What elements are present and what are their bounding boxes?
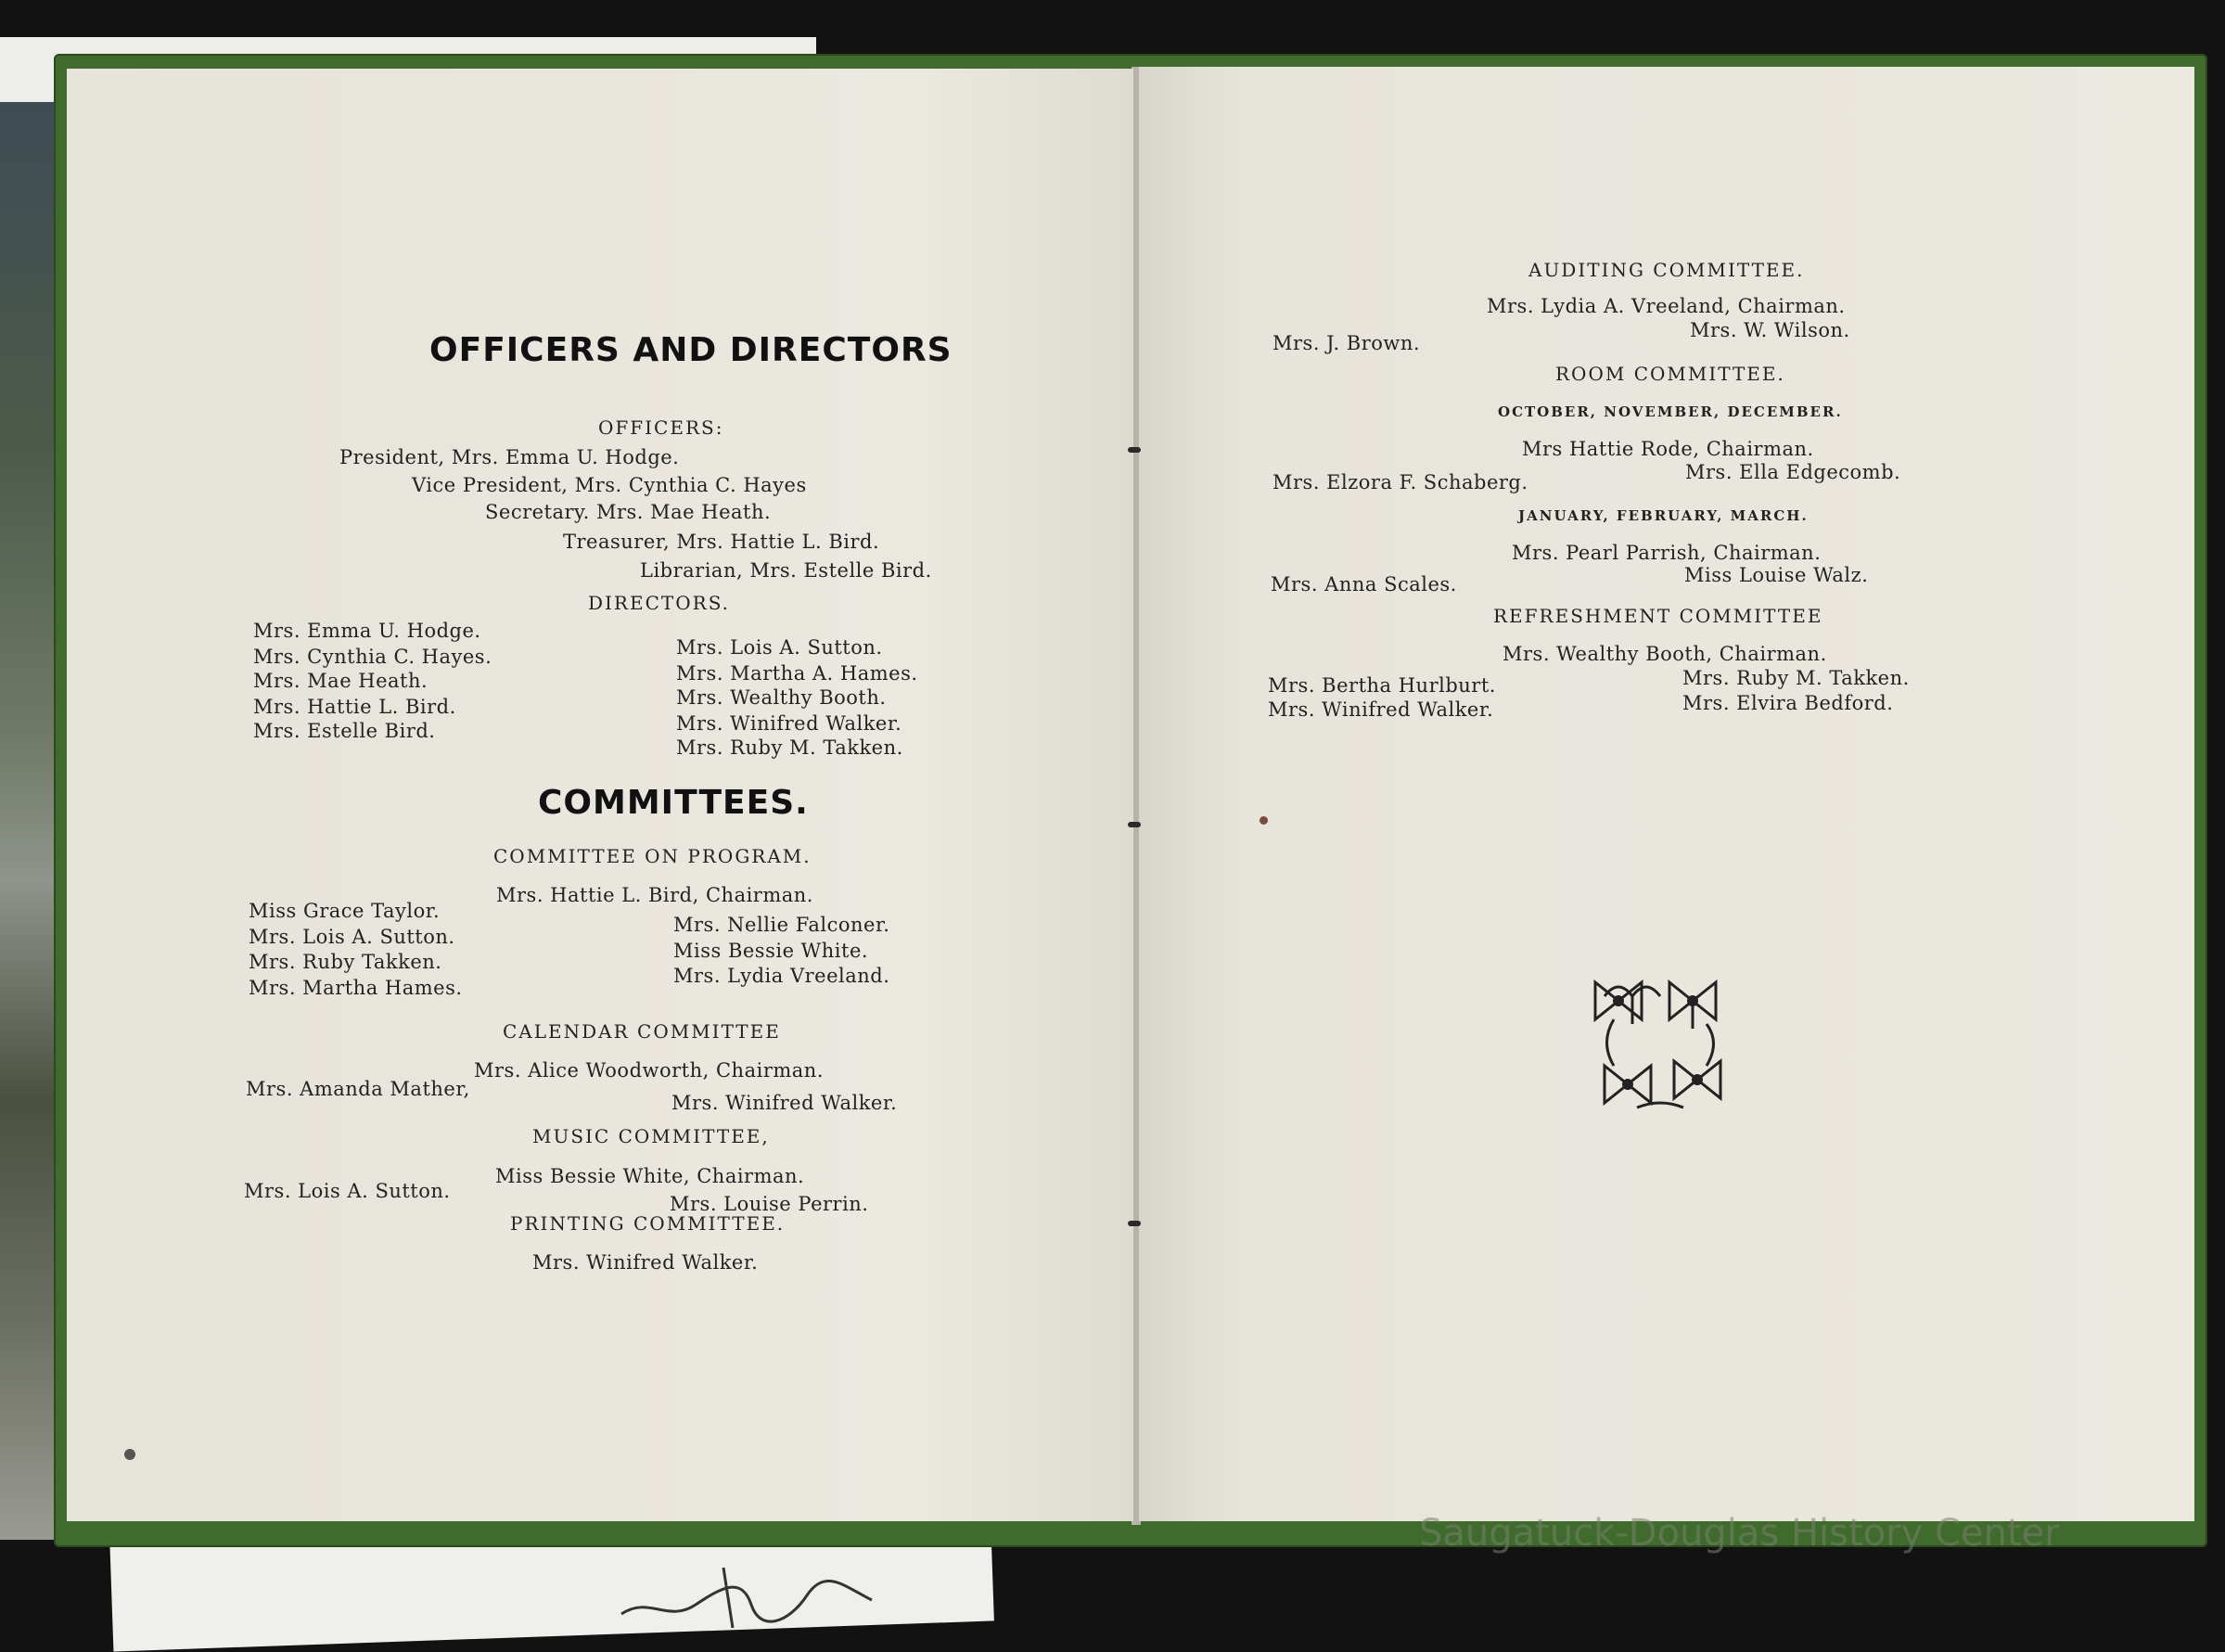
directors-heading: DIRECTORS. — [588, 592, 731, 614]
room-period-2-right: Miss Louise Walz. — [1684, 564, 1869, 586]
director-left-3: Mrs. Mae Heath. — [253, 670, 428, 692]
printing-member: Mrs. Winifred Walker. — [532, 1251, 759, 1274]
director-left-4: Mrs. Hattie L. Bird. — [253, 696, 456, 718]
watermark: Saugatuck-Douglas History Center — [1419, 1512, 2060, 1555]
program-right-1: Mrs. Nellie Falconer. — [673, 914, 890, 936]
officers-directors-title: OFFICERS AND DIRECTORS — [429, 331, 953, 369]
room-period-2-chairman: Mrs. Pearl Parrish, Chairman. — [1512, 542, 1822, 564]
calendar-left: Mrs. Amanda Mather, — [246, 1078, 470, 1100]
program-committee-heading: COMMITTEE ON PROGRAM. — [493, 845, 812, 867]
auditing-committee-heading: AUDITING COMMITTEE. — [1528, 259, 1805, 281]
program-left-2: Mrs. Lois A. Sutton. — [249, 926, 455, 948]
music-left: Mrs. Lois A. Sutton. — [244, 1180, 451, 1202]
room-period-1-right: Mrs. Ella Edgecomb. — [1685, 461, 1901, 483]
music-committee-heading: MUSIC COMMITTEE, — [532, 1125, 770, 1147]
auditing-left: Mrs. J. Brown. — [1272, 332, 1421, 354]
binding-stitch — [1128, 1221, 1141, 1226]
paper-speck — [124, 1449, 135, 1460]
director-left-2: Mrs. Cynthia C. Hayes. — [253, 646, 492, 668]
director-left-1: Mrs. Emma U. Hodge. — [253, 620, 481, 642]
calendar-right: Mrs. Winifred Walker. — [671, 1092, 898, 1114]
refreshment-committee-heading: REFRESHMENT COMMITTEE — [1493, 605, 1823, 627]
music-chairman: Miss Bessie White, Chairman. — [495, 1165, 805, 1187]
program-left-3: Mrs. Ruby Takken. — [249, 951, 442, 973]
room-period-1-chairman: Mrs Hattie Rode, Chairman. — [1522, 438, 1814, 460]
room-period-2: JANUARY, FEBRUARY, MARCH. — [1518, 507, 1809, 524]
calendar-committee-heading: CALENDAR COMMITTEE — [503, 1020, 781, 1043]
handwritten-signature — [612, 1549, 890, 1633]
refreshment-right-1: Mrs. Ruby M. Takken. — [1682, 667, 1910, 689]
director-right-3: Mrs. Wealthy Booth. — [676, 686, 887, 709]
music-right: Mrs. Louise Perrin. — [670, 1193, 869, 1215]
officer-vice-president: Vice President, Mrs. Cynthia C. Hayes — [412, 474, 807, 496]
program-right-2: Miss Bessie White. — [673, 940, 869, 962]
director-left-5: Mrs. Estelle Bird. — [253, 720, 436, 742]
right-page — [1139, 67, 2194, 1521]
calendar-chairman: Mrs. Alice Woodworth, Chairman. — [474, 1059, 824, 1082]
printing-committee-heading: PRINTING COMMITTEE. — [510, 1212, 786, 1235]
room-committee-heading: ROOM COMMITTEE. — [1555, 363, 1785, 385]
director-right-4: Mrs. Winifred Walker. — [676, 712, 902, 735]
refreshment-chairman: Mrs. Wealthy Booth, Chairman. — [1503, 643, 1827, 665]
floral-bow-ornament-icon — [1586, 968, 1734, 1117]
committees-title: COMMITTEES. — [538, 784, 809, 822]
room-period-2-left: Mrs. Anna Scales. — [1271, 573, 1457, 595]
program-left-4: Mrs. Martha Hames. — [249, 977, 463, 999]
binding-stitch — [1128, 447, 1141, 453]
director-right-1: Mrs. Lois A. Sutton. — [676, 636, 883, 659]
program-chairman: Mrs. Hattie L. Bird, Chairman. — [496, 884, 813, 906]
room-period-1-left: Mrs. Elzora F. Schaberg. — [1272, 471, 1528, 493]
binding-stitch — [1128, 822, 1141, 827]
director-right-5: Mrs. Ruby M. Takken. — [676, 736, 903, 759]
officers-heading: OFFICERS: — [598, 416, 724, 439]
program-right-3: Mrs. Lydia Vreeland. — [673, 965, 890, 987]
refreshment-right-2: Mrs. Elvira Bedford. — [1682, 692, 1894, 714]
auditing-chairman: Mrs. Lydia A. Vreeland, Chairman. — [1487, 295, 1846, 317]
officer-president: President, Mrs. Emma U. Hodge. — [339, 446, 680, 468]
room-period-1: OCTOBER, NOVEMBER, DECEMBER. — [1498, 403, 1843, 420]
officer-secretary: Secretary. Mrs. Mae Heath. — [485, 501, 772, 523]
auditing-right: Mrs. W. Wilson. — [1690, 319, 1850, 341]
program-left-1: Miss Grace Taylor. — [249, 900, 441, 922]
refreshment-left-2: Mrs. Winifred Walker. — [1268, 698, 1494, 721]
director-right-2: Mrs. Martha A. Hames. — [676, 662, 918, 685]
refreshment-left-1: Mrs. Bertha Hurlburt. — [1268, 674, 1496, 697]
officer-treasurer: Treasurer, Mrs. Hattie L. Bird. — [563, 531, 880, 553]
officer-librarian: Librarian, Mrs. Estelle Bird. — [640, 559, 932, 582]
paper-speck — [1260, 816, 1268, 825]
